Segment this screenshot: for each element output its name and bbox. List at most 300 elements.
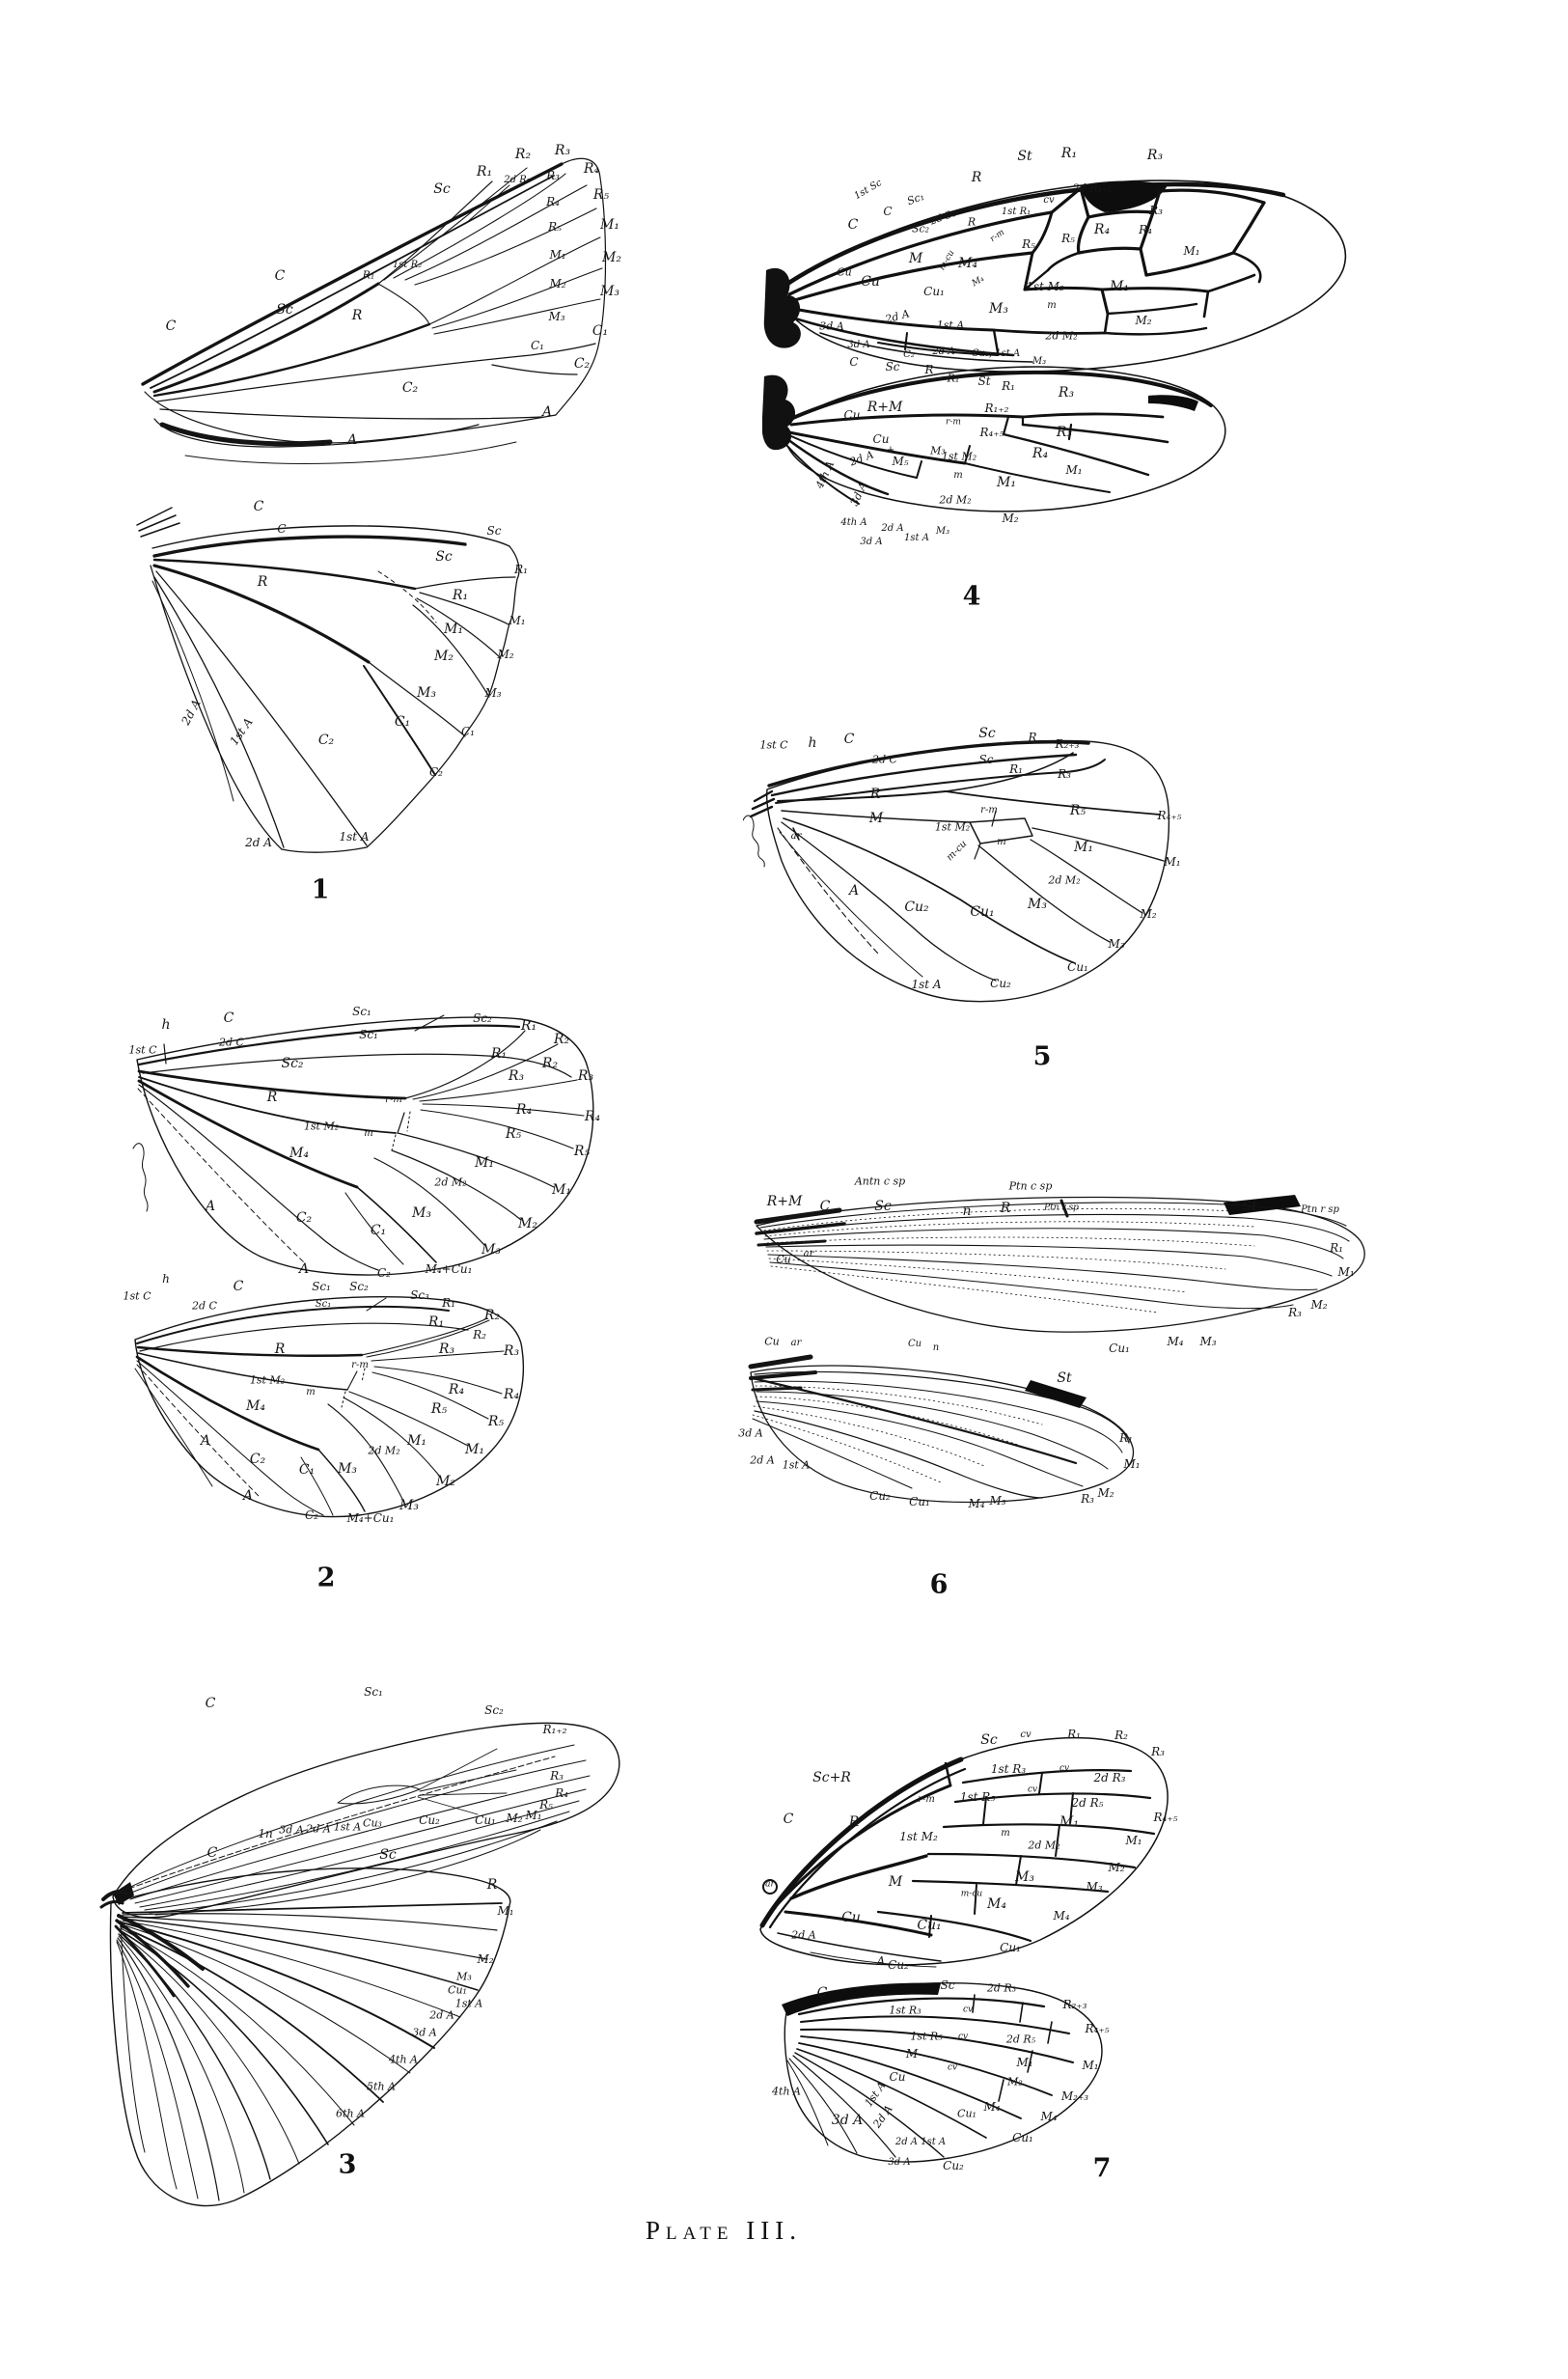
figure-3 — [92, 1685, 777, 2239]
vein-label: M₃ — [338, 1461, 357, 1477]
vein-label: r-m — [385, 1094, 402, 1105]
vein-label: C₂ — [903, 349, 915, 360]
vein-label: R₅ — [1061, 232, 1075, 245]
vein-label: M₁ — [1123, 1457, 1141, 1471]
vein-label: C — [819, 1199, 831, 1214]
vein-label: 2d A — [791, 1928, 816, 1942]
vein-label: M₁ — [1125, 1834, 1142, 1847]
vein-label: Sc₃ — [410, 1288, 429, 1302]
vein-label: C₂ — [295, 1210, 313, 1226]
vein-label: Sc — [885, 360, 900, 373]
vein-label: M₄ — [983, 2100, 1001, 2114]
vein-label: m — [953, 470, 963, 481]
vein-label: R₄₊₅ — [979, 426, 1004, 439]
vein-label: 2d A — [884, 307, 911, 326]
vein-label: R₁₊₂ — [984, 401, 1009, 415]
vein-label: R — [486, 1877, 498, 1893]
vein-label: m-cu — [937, 248, 957, 272]
vein-label: M₃ — [600, 284, 619, 299]
vein-label: M₂ — [549, 277, 566, 290]
vein-label: R+M — [766, 1194, 803, 1209]
vein-label: R — [1028, 731, 1037, 744]
vein-label: Sc₁ — [364, 1685, 383, 1699]
vein-label: Sc — [940, 1978, 955, 1992]
vein-label: R₅ — [548, 220, 562, 234]
vein-label: C₁ — [298, 1462, 316, 1478]
vein-label: 3d A — [831, 2113, 864, 2128]
vein-label: 3d A — [860, 537, 883, 547]
vein-label: M₁ — [600, 217, 619, 233]
vein-label: R — [848, 1814, 860, 1830]
vein-label: R₅ — [487, 1414, 505, 1429]
vein-label: Sc — [874, 1199, 892, 1214]
vein-label: R₅ — [573, 1144, 591, 1159]
vein-label: 2d A — [306, 1822, 331, 1836]
vein-label: 1st C — [759, 738, 788, 752]
vein-label: R₃ — [1081, 1492, 1094, 1506]
vein-label: C — [205, 1696, 216, 1711]
vein-label: R — [971, 170, 982, 185]
vein-label: M₁ — [509, 614, 526, 627]
vein-label: 2d M₂ — [1028, 1839, 1060, 1852]
vein-label: A — [200, 1433, 211, 1449]
vein-label: r-m — [980, 805, 998, 816]
vein-label: C — [843, 732, 855, 747]
vein-label: St — [977, 374, 991, 388]
vein-label: M₄ — [1040, 2110, 1058, 2123]
vein-label: 1st M₂ — [899, 1830, 938, 1843]
vein-label: R₃ — [550, 1769, 564, 1783]
vein-label: C₁ — [461, 725, 475, 738]
vein-label: M₄ — [968, 1497, 985, 1510]
vein-label: C — [883, 205, 893, 218]
vein-label: n — [962, 1203, 972, 1219]
vein-label: 2d M₂ — [368, 1444, 400, 1457]
vein-label: C — [277, 522, 287, 536]
vein-label: m — [1047, 300, 1057, 311]
vein-label: 2d A — [932, 346, 955, 357]
vein-label: M₁ — [552, 1182, 571, 1198]
figure-5 — [743, 714, 1447, 1091]
vein-label: 3d A — [412, 2026, 437, 2039]
vein-label: R — [257, 574, 268, 590]
vein-label: R₅ — [1069, 803, 1087, 818]
vein-label: 2d C — [219, 1036, 244, 1049]
vein-label: R₄ — [448, 1382, 465, 1397]
vein-label: R₁ — [520, 1018, 537, 1034]
vein-label: M₁ — [997, 475, 1016, 490]
vein-label: 1st M₂ — [941, 450, 977, 463]
vein-label: M₂ — [1135, 314, 1152, 327]
vein-label: C₂ — [249, 1452, 266, 1467]
vein-label: M₁ — [1337, 1265, 1355, 1279]
vein-label: Sc₂ — [281, 1056, 304, 1071]
vein-label: A — [876, 1954, 886, 1968]
vein-label: 1st M₂ — [1026, 280, 1064, 293]
vein-label: 3d A — [847, 340, 870, 350]
vein-label: 2d C — [192, 1299, 217, 1313]
vein-label: 3d A — [279, 1823, 304, 1837]
vein-label: R₄ — [515, 1102, 533, 1118]
vein-label: C — [253, 499, 264, 514]
vein-label: 2d A — [179, 697, 204, 728]
vein-label: Sc — [980, 1732, 998, 1748]
vein-label: M₃ — [930, 444, 946, 457]
vein-label: M₂ — [1140, 907, 1157, 921]
vein-label: M₁ — [444, 622, 463, 637]
vein-label: 1st M₂ — [249, 1373, 286, 1387]
vein-label: M₂ — [497, 648, 514, 661]
vein-label: M₄+Cu₁ — [425, 1262, 473, 1276]
vein-label: M₂ — [1007, 2075, 1023, 2089]
vein-label: cv — [1043, 195, 1055, 206]
vein-label: C₂ — [305, 1508, 318, 1522]
vein-label: R — [351, 308, 363, 323]
vein-label: R₄ — [583, 161, 600, 177]
fig5-labels — [743, 714, 1447, 1091]
vein-label: 2d C — [872, 753, 897, 766]
vein-label: Cu₁ — [475, 1813, 496, 1827]
vein-label: R — [266, 1090, 278, 1105]
vein-label: R₁ — [514, 563, 528, 576]
vein-label: Sc₁ — [352, 1005, 371, 1018]
vein-label: Cu₁ — [923, 285, 945, 298]
vein-label: C₁ — [394, 714, 411, 730]
vein-label: C — [165, 318, 177, 334]
vein-label: M₃ — [399, 1498, 419, 1513]
vein-label: 1st C — [123, 1289, 151, 1303]
vein-label: R₁ — [427, 1314, 445, 1330]
vein-label: R₁ — [1002, 379, 1015, 393]
vein-label: C₁ — [531, 339, 544, 352]
vein-label: Sc — [379, 1847, 397, 1863]
vein-label: 1st A — [782, 1458, 811, 1472]
vein-label: Sc₂ — [349, 1280, 369, 1293]
vein-label: R — [869, 787, 881, 802]
vein-label: cv — [1059, 1763, 1070, 1774]
vein-label: Sc — [978, 753, 994, 766]
vein-label: 2d R₃ — [1093, 1771, 1126, 1784]
figure-number: 6 — [929, 1569, 949, 1600]
vein-label: R₂ — [541, 1056, 559, 1071]
vein-label: 3d A — [888, 2157, 911, 2168]
vein-label: 1n — [258, 1827, 273, 1840]
vein-label: Cu — [889, 2070, 906, 2084]
vein-label: R+M — [867, 400, 903, 415]
vein-label: 2d R₂ — [504, 175, 531, 185]
vein-label: C — [274, 268, 286, 284]
vein-label: 3d A — [819, 319, 844, 333]
vein-label: R — [274, 1342, 286, 1357]
vein-label: R₂ — [514, 147, 532, 162]
figure-6 — [738, 1168, 1447, 1617]
vein-label: Cu₁ — [917, 1918, 942, 1933]
vein-label: M₃ — [935, 526, 950, 537]
vein-label: Cu₂ — [869, 1489, 891, 1503]
vein-label: 4th A — [812, 458, 838, 491]
vein-label: R₅ — [430, 1401, 448, 1417]
vein-label: 2d R₅ — [1071, 1796, 1104, 1810]
vein-label: M₂ — [436, 1474, 455, 1489]
vein-label: M₄ — [987, 1896, 1006, 1912]
vein-label: m-cu — [944, 838, 970, 864]
vein-label: 1st A — [862, 2079, 889, 2110]
vein-label: R — [1000, 1201, 1011, 1216]
vein-label: Cu — [907, 1339, 922, 1349]
vein-label: m — [306, 1387, 316, 1397]
vein-label: M₁ — [1074, 840, 1093, 855]
vein-label: 2d A — [881, 523, 904, 534]
vein-label: R₁ — [442, 1296, 455, 1310]
vein-label: C₂ — [573, 356, 591, 372]
vein-label: A — [848, 883, 860, 899]
vein-label: R₂ — [483, 1308, 501, 1323]
vein-label: Sc — [276, 302, 293, 318]
vein-label: M₂ — [434, 649, 454, 664]
vein-label: R₁ — [452, 588, 469, 603]
vein-label: R₃ — [1058, 385, 1075, 401]
vein-label: R₃ — [554, 143, 571, 158]
vein-label: M₃ — [1199, 1335, 1217, 1348]
vein-label: M₂₊₃ — [1060, 2089, 1089, 2103]
vein-label: C — [849, 355, 859, 369]
vein-label: M₂ — [1108, 1861, 1125, 1874]
vein-label: Antn c sp — [854, 1175, 906, 1188]
vein-label: ar — [790, 1338, 802, 1348]
vein-label: Cu₁ — [1067, 960, 1088, 974]
vein-label: R₅ — [1022, 237, 1035, 251]
vein-label: Cu — [776, 1253, 791, 1266]
vein-label: Sc₁ — [905, 189, 926, 208]
fig7-labels — [733, 1728, 1409, 2239]
vein-label: Ptn r sp — [1044, 1203, 1079, 1213]
vein-label: R₄ — [503, 1387, 520, 1402]
vein-label: M — [905, 2047, 919, 2061]
vein-label: Cu₂ — [943, 2159, 964, 2172]
vein-label: M — [908, 251, 923, 266]
vein-label: Sc — [486, 524, 502, 538]
vein-label: M₁ — [1065, 463, 1083, 477]
vein-label: M₅ — [892, 455, 909, 468]
vein-label: 1st R₅ — [910, 2030, 943, 2043]
vein-label: 1st A — [339, 830, 370, 844]
vein-label: Cu₂ — [888, 1958, 909, 1972]
vein-label: + — [886, 445, 895, 456]
vein-label: R₄ — [1093, 222, 1111, 237]
vein-label: Sc — [978, 726, 996, 741]
vein-label: C — [223, 1010, 234, 1026]
vein-label: St — [1242, 1199, 1257, 1214]
vein-label: 1st A — [911, 978, 942, 991]
vein-label: R₃ — [546, 169, 560, 182]
vein-label: h — [162, 1272, 170, 1286]
figure-4 — [762, 135, 1447, 637]
vein-label: R₅ — [505, 1126, 522, 1142]
vein-label: M₁ — [465, 1442, 484, 1457]
vein-label: M₁ — [497, 1904, 514, 1918]
vein-label: R₁ — [362, 268, 375, 282]
vein-label: M — [868, 811, 884, 826]
vein-label: Cu₁ — [970, 904, 995, 920]
vein-label: Cu — [837, 265, 852, 279]
vein-label: R₂₊₃ — [1055, 737, 1080, 751]
figure-number: 5 — [1032, 1041, 1052, 1072]
vein-label: Sc₁ — [312, 1280, 331, 1293]
vein-label: R₂ — [1114, 1729, 1128, 1742]
vein-label: 2d M₂ — [1048, 873, 1081, 887]
vein-label: Cu — [861, 274, 880, 290]
vein-label: r-m — [988, 227, 1007, 245]
vein-label: C — [783, 1812, 794, 1827]
plate-caption: Plate III. — [646, 2216, 802, 2245]
vein-label: R₁ — [490, 1046, 508, 1062]
vein-label: M₃ — [456, 1970, 472, 1983]
vein-label: 4th A — [389, 2053, 418, 2066]
vein-label: 2d A — [245, 836, 272, 849]
vein-label: Cu₁ — [909, 1495, 930, 1508]
vein-label: M₄ — [289, 1146, 309, 1161]
vein-label: h — [808, 735, 817, 751]
vein-label: M₃ — [1108, 937, 1125, 951]
figure-number: 4 — [962, 581, 981, 612]
vein-label: 5th A — [367, 2080, 396, 2093]
vein-label: M₂ — [506, 1812, 523, 1825]
vein-label: M₃ — [481, 1242, 501, 1258]
vein-label: cv — [962, 2005, 974, 2015]
fig6-labels — [738, 1168, 1447, 1617]
vein-label: 1st A — [454, 1997, 483, 2010]
vein-label: 3d A — [847, 480, 870, 509]
vein-label: Cu₁ — [957, 2107, 977, 2120]
vein-label: 1st C — [128, 1043, 157, 1057]
vein-label: R₂₊₃ — [1062, 1998, 1087, 2011]
vein-label: R₄₊₅ — [1085, 2022, 1110, 2035]
vein-label: R — [924, 363, 934, 376]
vein-label: cv — [957, 2032, 969, 2042]
vein-label: M₃ — [1086, 1880, 1103, 1894]
fig4-labels — [762, 135, 1447, 637]
vein-label: 1st M₂ — [934, 820, 971, 834]
vein-label: Sc₁ — [315, 1299, 332, 1310]
vein-label: A — [346, 432, 358, 448]
vein-label: M₁ — [525, 1809, 542, 1822]
vein-label: R₃ — [508, 1068, 525, 1084]
vein-label: M₁ — [475, 1155, 494, 1171]
vein-label: Sc₂ — [484, 1703, 504, 1717]
vein-label: 2d R₃ — [986, 1981, 1017, 1995]
vein-label: M₁ — [549, 248, 566, 262]
vein-label: 2d R₁₊₂ — [1072, 181, 1113, 195]
vein-label: R₅ — [592, 187, 610, 203]
vein-label: C₁ — [591, 323, 609, 339]
vein-label: 2d Sc — [928, 207, 959, 228]
vein-label: R₁₊₂ — [542, 1723, 567, 1736]
vein-label: 1st A — [333, 1820, 362, 1834]
vein-label: 2d M₂ — [939, 493, 972, 507]
vein-label: C₂ — [377, 1266, 391, 1280]
vein-label: Ptn r sp — [1301, 1204, 1339, 1215]
vein-label: M₃ — [548, 310, 565, 323]
vein-label: 1st R₂ — [392, 260, 423, 270]
vein-label: Sc₂ — [473, 1011, 492, 1025]
vein-label: M₁ — [1059, 1814, 1079, 1830]
vein-label: M₁ — [407, 1433, 426, 1449]
vein-label: R₃ — [438, 1342, 455, 1357]
vein-label: M₃ — [1028, 897, 1047, 912]
vein-label: C — [206, 1845, 218, 1861]
vein-label: 1st A — [904, 533, 929, 543]
vein-label: Cu₂ — [419, 1813, 440, 1827]
vein-label: 2d A 1st A — [894, 2137, 947, 2147]
vein-label: 4th A — [772, 2085, 801, 2098]
vein-label: M₃ — [989, 301, 1008, 317]
vein-label: R₁ — [1330, 1241, 1343, 1255]
vein-label: M₄ — [246, 1398, 265, 1414]
vein-label: R₃ — [1056, 425, 1073, 440]
vein-label: Cu₂ — [990, 977, 1011, 990]
vein-label: R₄₊₅ — [1157, 809, 1182, 822]
vein-label: m — [997, 837, 1006, 847]
vein-label: r-m — [918, 1794, 935, 1805]
vein-label: cv — [947, 2062, 958, 2073]
vein-label: R₃ — [1058, 767, 1071, 781]
fig2-labels — [125, 1004, 762, 1631]
vein-label: R — [967, 215, 977, 229]
figure-number: 3 — [338, 2149, 357, 2180]
vein-label: Ptn c sp — [1008, 1179, 1053, 1193]
vein-label: R₃ — [577, 1068, 594, 1084]
vein-label: Cu₂ — [904, 899, 929, 915]
vein-label: Sc — [435, 549, 453, 565]
vein-label: r-m — [351, 1360, 369, 1370]
vein-label: A — [242, 1488, 254, 1504]
vein-label: cv — [1020, 1729, 1032, 1740]
vein-label: M₂ — [1097, 1486, 1114, 1500]
vein-label: 1st A — [227, 715, 256, 748]
vein-label: M₄+Cu₁ — [346, 1511, 395, 1525]
vein-label: R₄ — [584, 1109, 601, 1124]
vein-label: 1st A — [936, 318, 965, 332]
vein-label: Cu₃ — [363, 1816, 382, 1830]
vein-label: Sc — [433, 181, 451, 197]
vein-label: n — [932, 1342, 940, 1353]
vein-label: ar — [765, 1879, 775, 1890]
figure-number: 7 — [1092, 2153, 1112, 2184]
vein-label: r-m — [946, 417, 961, 428]
vein-label: M₄ — [1167, 1335, 1184, 1348]
vein-label: 2d R₅ — [1005, 2033, 1036, 2046]
vein-label: M₄ — [958, 256, 977, 271]
vein-label: M₁ — [1110, 279, 1129, 294]
vein-label: R₃ — [503, 1343, 520, 1359]
vein-label: R₅ — [539, 1798, 553, 1812]
vein-label: 6th A — [336, 2107, 365, 2120]
vein-label: C — [816, 1985, 828, 2001]
vein-label: Sc+R — [812, 1770, 851, 1785]
figure-7 — [733, 1728, 1409, 2239]
vein-label: Cu — [841, 1910, 861, 1925]
vein-label: M₁ — [1183, 244, 1200, 258]
vein-label: 1st Sc — [852, 178, 884, 203]
fig1-labels — [125, 135, 753, 946]
vein-label: M₃ — [417, 685, 436, 701]
vein-label: R₃ — [1288, 1306, 1302, 1319]
vein-label: Cu — [843, 408, 861, 422]
fig3-labels — [92, 1685, 777, 2239]
vein-label: ar — [790, 831, 802, 842]
figure-number: 2 — [316, 1563, 336, 1593]
figure-2 — [125, 1004, 762, 1631]
